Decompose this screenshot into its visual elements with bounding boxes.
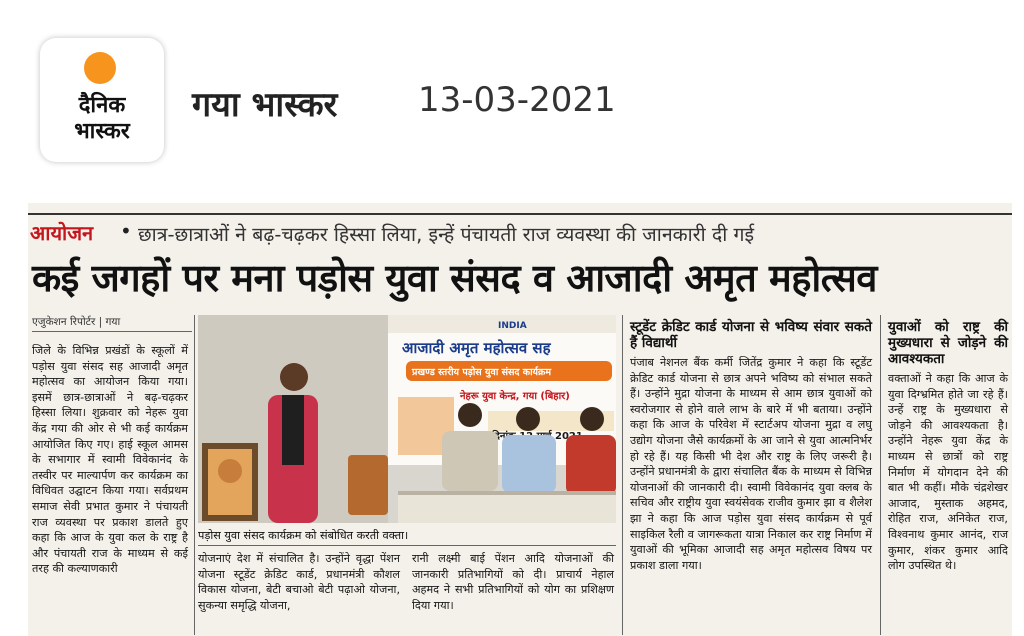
banner-date: दिनांक 2021	[492, 431, 583, 442]
top-rule	[28, 213, 1012, 215]
column-1-text: जिले के विभिन्न प्रखंडों के स्कूलों में पड़ोस युवा संसद सह आजादी अमृत महोत्सव का आयोजन किया गया। इसमें छात्र-छात्राओं ने बढ़-चढ़कर हिस्सा लिया। शुक्रवार को नेहरू युवा केंद्र गया की ओर से भी कई कार्यक्रम आयोजित किए गए। हाई स्कूल आमस के सभागार में स्वामी विवेकानंद के तस्वीर पर माल्यार्पण कर कार्यक्रम का विधिवत उद्घाटन किया गया। सर्वप्रथम समाज सेवी प्रभात कुमार ने पंचायती राज व्यवस्था पर प्रकाश डालते हुए कहा कि आज के युवा कल के राष्ट्र है और पंचायती राज के माध्यम से कई तरह की कल्याणकारी	[32, 344, 188, 576]
logo-line-1: दैनिक	[78, 93, 126, 118]
column-2-text: योजनाएं देश में संचालित है। उन्होंने वृद्धा पेंशन योजना स्टूडेंट क्रेडिट कार्ड, प्रधानमंत्री कौशल विकास योजना, बेटी बचाओ बेटी पढ़ाओ योजना, सुकन्या समृद्धि योजना,	[198, 552, 400, 612]
event-photo	[198, 315, 616, 523]
photo-caption: पड़ोस युवा संसद कार्यक्रम को संबोधित करती वक्ता।	[198, 529, 409, 542]
caption-rule	[198, 545, 616, 546]
box-divider-2	[880, 315, 881, 635]
article-column-3	[412, 551, 614, 613]
article-column-1	[32, 343, 188, 577]
kicker-label: आयोजन	[30, 221, 94, 245]
sidebar-story-1-heading: स्टूडेंट क्रेडिट कार्ड योजना से भविष्य संवार सकते हैं विद्यार्थी	[630, 319, 872, 351]
banner-title: आजादी अमृत महोत्सव सह	[402, 339, 551, 357]
banner-india-text: INDIA	[498, 321, 527, 331]
byline-rule	[32, 331, 192, 332]
article-column-2	[198, 551, 400, 613]
event-photo-illustration	[198, 315, 616, 523]
headline: कई जगहों पर मना पड़ोस युवा संसद व आजादी अमृत महोत्सव	[32, 256, 877, 300]
edition-title: गया भास्कर	[192, 85, 338, 125]
sidebar-story-1-text: पंजाब नेशनल बैंक कर्मी जितेंद्र कुमार ने कहा कि स्टूडेंट क्रेडिट कार्ड योजना से छात्र अपने भविष्य को संभाल सकते हैं। उन्होंने मुद्रा योजना के माध्यम से आम छात्र युवाओं को स्वरोजगार से होने वाले लाभ के बारे में भी बताया। उन्होंने कहा कि आज के परिवेश में स्टार्टअप योजना मुद्रा व लघु उद्योग योजना जैसे कार्यक्रमों के आ जाने से युवा आत्मनिर्भर हो रहे हैं। यह किसी भी देश और राष्ट्र के लिए जरूरी है। उन्होंने प्रधानमंत्री के द्वारा संचालित बैंक के माध्यम से विभिन्न योजनाओं की जानकारी दी। स्वामी विवेकानंद युवा क्लब के सचिव और राष्ट्रीय युवा स्वयंसेवक राजीव कुमार झा व शैलेश झा ने कहा कि आज पड़ोस युवा संसद कार्यक्रम से पूर्व साइकिल रैली व जागरूकता यात्रा निकाल कर राष्ट्र निर्माण में युवाओं की भूमिका आजादी सह अमृत महोत्सव विषय पर प्रकाश डाला गया।	[630, 356, 872, 572]
sidebar-story-2-heading: युवाओं को राष्ट्र की मुख्यधारा से जोड़ने की आवश्यकता	[888, 319, 1008, 367]
box-divider-1	[622, 315, 623, 635]
banner-subtitle: प्रखण्ड स्तरीय पड़ोस युवा संसद कार्यक्रम	[412, 367, 552, 378]
newspaper-clipping	[28, 203, 1012, 636]
logo-line-2: भास्कर	[74, 119, 130, 144]
dainik-bhaskar-logo	[40, 38, 164, 162]
edition-date: 13-03-2021	[418, 80, 616, 120]
sidebar-story-2	[888, 319, 1008, 574]
sidebar-story-1	[630, 319, 872, 573]
column-divider	[194, 315, 195, 635]
kicker-bullet: •	[120, 219, 132, 243]
banner-org: नेहरू युवा केन्द्र, गया (बिहार)	[460, 391, 570, 402]
sidebar-story-2-text: वक्ताओं ने कहा कि आज के युवा दिग्भ्रमित होते जा रहे हैं। उन्हें राष्ट्र के मुख्यधारा से जोड़ने की आवश्यकता है। उन्होंने नेहरू युवा केंद्र के माध्यम से छात्रों को राष्ट्र निर्माण में योगदान देने की बात भी कहीं। मौके चंद्रशेखर आजाद, मुस्ताक अहमद, रोहित राज, अनिकेत राज, विश्वनाथ कुमार आनंद, राज कुमार, शंकर कुमार आदि लोग उपस्थित थे।	[888, 372, 1008, 573]
byline: एजुकेशन रिपोर्टर | गया	[32, 316, 121, 328]
sub-headline: छात्र-छात्राओं ने बढ़-चढ़कर हिस्सा लिया, इन्हें पंचायती राज व्यवस्था की जानकारी दी गई	[138, 223, 755, 246]
sun-icon	[84, 52, 116, 84]
column-3-text: रानी लक्ष्मी बाई पेंशन आदि योजनाओं की जानकारी प्रतिभागियों को दी। प्राचार्य नेहाल अहमद ने सभी प्रतिभागियों को योग का प्रशिक्षण दिया गया।	[412, 552, 614, 612]
